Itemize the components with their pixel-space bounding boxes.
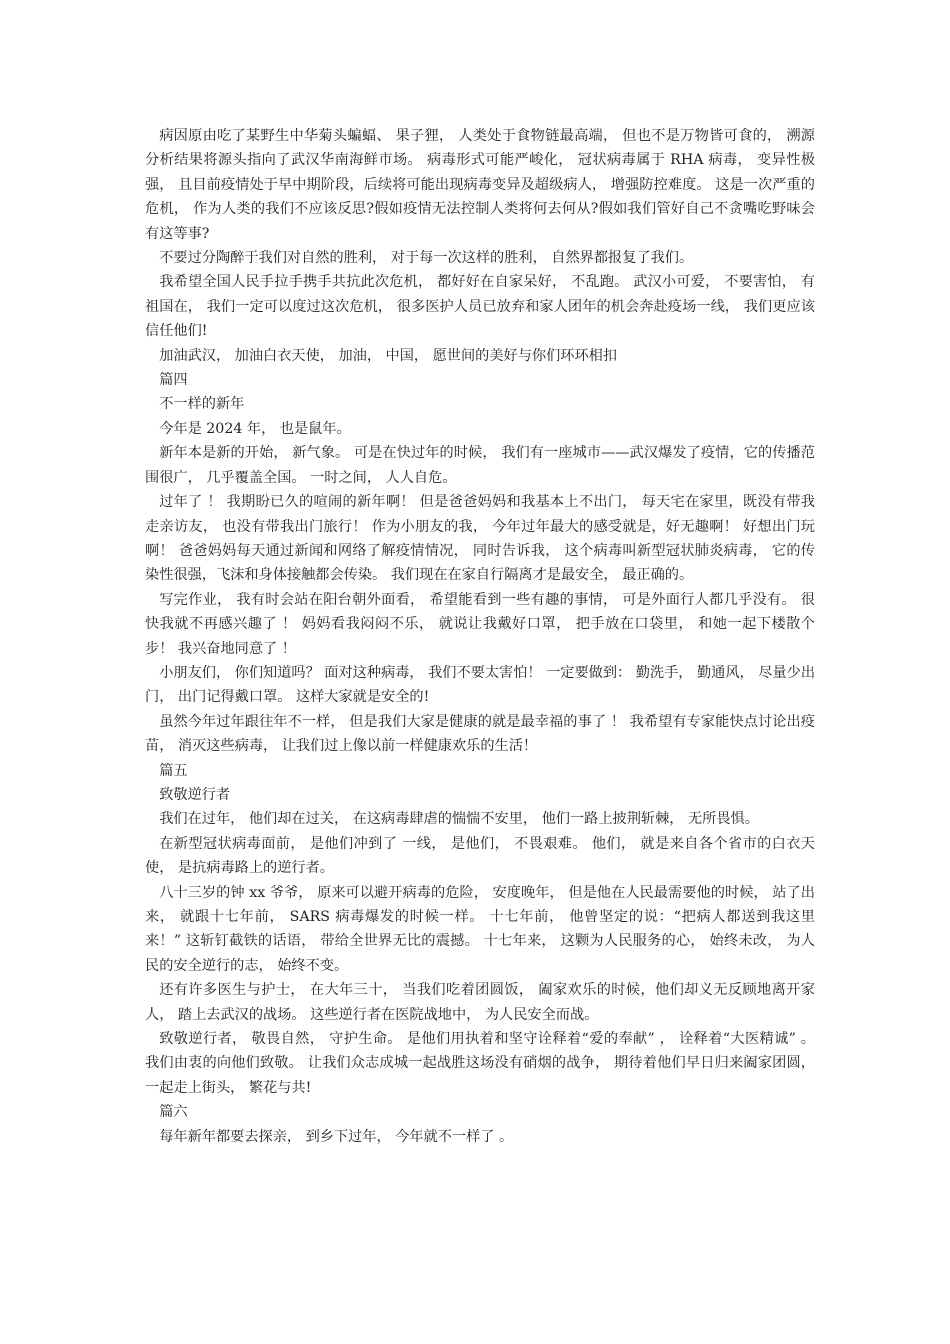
section-title: 致敬逆行者 [159,786,231,803]
paragraph: 八十三岁的钟 xx 爷爷， 原来可以避开病毒的危险， 安度晚年， 但是他在人民最需要他的时候， 站了出来， 就跟十七年前， SARS 病毒爆发的时候一样。 十七年前， 他曾坚定的说：“把病人都送到我这里来！” 这斩钉截铁的话语， 带给全世界无比的震撼。 十七年来， 这颗为人民服务的心， 始终未改， 为人民的安全逆行的志， 始终不变。 [145,884,815,974]
paragraph: 写完作业， 我有时会站在阳台朝外面看， 希望能看到一些有趣的事情， 可是外面行人都几乎没有。 很快我就不再感兴趣了 ！ 妈妈看我闷闷不乐， 就说让我戴好口罩， 把手放在口袋里， 和她一起下楼散个步！ 我兴奋地同意了 ！ [145,591,815,657]
paragraph: 病因原由吃了某野生中华菊头蝙蝠、 果子狸， 人类处于食物链最高端， 但也不是万物皆可食的， 溯源分析结果将源头指向了武汉华南海鲜市场。 病毒形式可能严峻化， 冠状病毒属于 RHA 病毒， 变异性极强， 且目前疫情处于早中期阶段，后续将可能出现病毒变异及超级病人， 增强防控难度。 这是一次严重的危机， 作为人类的我们不应该反思?假如疫情无法控制人类将何去何从?假如我们管好自己不贪嘴吃野味会有这等事? [145,128,815,242]
paragraph: 过年了 ！ 我期盼已久的喧闹的新年啊！ 但是爸爸妈妈和我基本上不出门， 每天宅在家里，既没有带我走亲访友， 也没有带我出门旅行！ 作为小朋友的我， 今年过年最大的感受就是，好无趣啊！ 好想出门玩啊！ 爸爸妈妈每天通过新闻和网络了解疫情情况， 同时告诉我， 这个病毒叫新型冠状肺炎病毒， 它的传染性很强，飞沫和身体接触都会传染。 我们现在在家自行隔离才是最安全， 最正确的。 [145,494,815,584]
paragraph: 虽然今年过年跟往年不一样， 但是我们大家是健康的就是最幸福的事了 ！ 我希望有专家能快点讨论出疫苗， 消灭这些病毒， 让我们过上像以前一样健康欢乐的生活！ [145,713,815,755]
document-body [145,124,815,1149]
paragraph: 致敬逆行者， 敬畏自然， 守护生命。 是他们用执着和坚守诠释着“爱的奉献” ， 诠释着“大医精诚” 。 我们由衷的向他们致敬。 让我们众志成城一起战胜这场没有硝烟的战争， 期待着他们早日归来阖家团圆， 一起走上街头， 繁花与共! [145,1031,815,1096]
section-heading: 篇六 [159,1104,188,1121]
paragraph: 小朋友们， 你们知道吗？ 面对这种病毒， 我们不要太害怕！ 一定要做到： 勤洗手， 勤通风， 尽量少出门， 出门记得戴口罩。 这样大家就是安全的! [145,664,816,706]
paragraph: 不要过分陶醉于我们对自然的胜利， 对于每一次这样的胜利， 自然界都报复了我们。 [159,250,694,267]
paragraph: 今年是 2024 年， 也是鼠年。 [159,420,351,437]
section-heading: 篇四 [159,372,188,389]
paragraph: 我们在过年， 他们却在过关， 在这病毒肆虐的惴惴不安里， 他们一路上披荆斩棘， 无所畏惧。 [159,811,759,828]
section-heading: 篇五 [159,762,188,779]
paragraph: 我希望全国人民手拉手携手共抗此次危机， 都好好在自家呆好， 不乱跑。 武汉小可爱， 不要害怕， 有祖国在， 我们一定可以度过这次危机， 很多医护人员已放弃和家人团年的机会奔赴疫场一线， 我们更应该信任他们! [145,274,815,340]
paragraph: 加油武汉， 加油白衣天使， 加油， 中国， 愿世间的美好与你们环环相扣 [159,347,618,364]
paragraph: 每年新年都要去探亲， 到乡下过年， 今年就不一样了 。 [159,1128,514,1145]
paragraph: 还有许多医生与护士， 在大年三十， 当我们吃着团圆饭， 阖家欢乐的时候，他们却义无反顾地离开家人， 踏上去武汉的战场。 这些逆行者在医院战地中， 为人民安全而战。 [145,982,815,1023]
section-title: 不一样的新年 [159,396,245,413]
paragraph: 新年本是新的开始， 新气象。 可是在快过年的时候， 我们有一座城市——武汉爆发了疫情，它的传播范围很广， 几乎覆盖全国。 一时之间， 人人自危。 [145,445,815,486]
paragraph: 在新型冠状病毒面前， 是他们冲到了 一线， 是他们， 不畏艰难。 他们， 就是来自各个省市的白衣天使， 是抗病毒路上的逆行者。 [145,835,815,877]
